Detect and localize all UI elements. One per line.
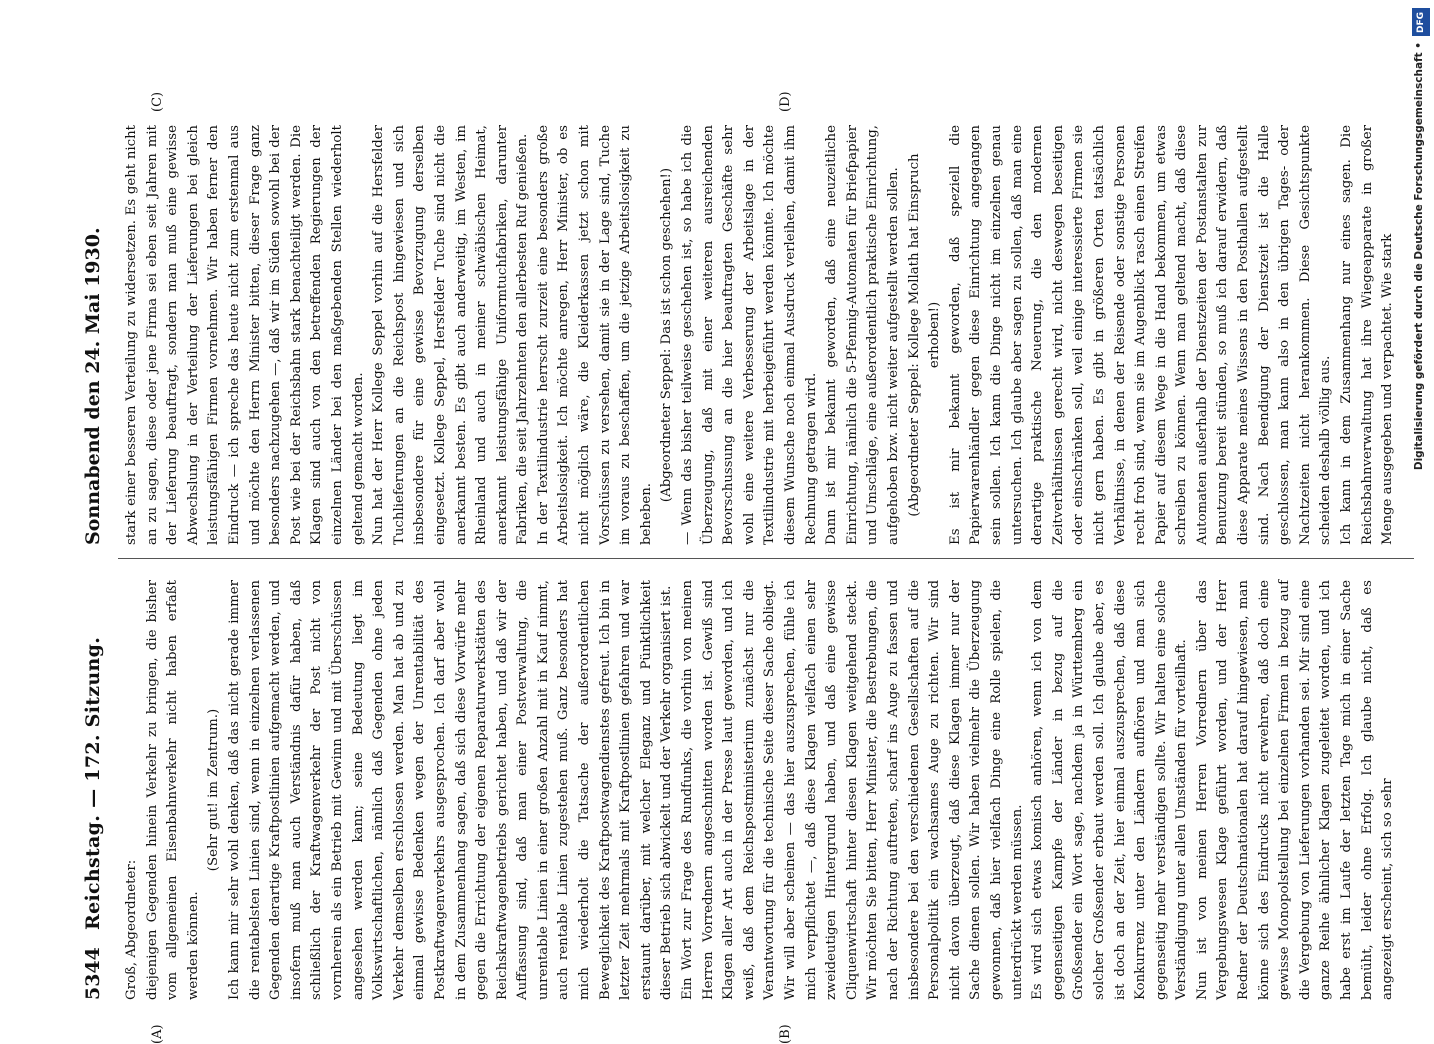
right-column: [122, 125, 1399, 545]
header-title: Reichstag. — 172. Sitzung.: [82, 636, 104, 930]
page-number: 5344: [82, 947, 104, 1000]
interjection: (Abgeordneter Seppel: Das ist schon geschehen!): [659, 167, 675, 503]
paragraph: Ich kann in dem Zusammenhang nur eines sagen. Die Reichsbahnverwaltung hat ihre Wiegeapparate in großer Menge ausgegeben und verpachtet. Wie stark: [1339, 125, 1396, 545]
page-header: [78, 100, 118, 1000]
paragraph: stark einer besseren Verteilung zu widersetzen. Es geht nicht an zu sagen, diese oder jene Firma sei eben seit Jahren mit der Lieferung beauftragt, sondern man muß eine gewisse Abwechslung in der Verteilung der Lieferungen bei gleich leistungsfähigen Firmen vornehmen. Wir haben ferner den Eindruck — ich spreche das heute nicht zum erstenmal aus und möchte den Herrn Minister bitten, dieser Frage ganz besonders nachzugehen —, daß wir im Süden sowohl bei der Post wie bei der Reichsbahn stark benachteiligt werden. Die Klagen sind auch von den betreffenden Regierungen der einzelnen Länder bei den maßgebenden Stellen wiederholt geltend gemacht worden.: [124, 125, 366, 545]
paragraph: Nun ist von meinen Herren Vorrednern über das Vergebungswesen Klage geführt worden, und der Herr Redner der Deutschnationalen hat darauf hingewiesen, man könne sich des Eindrucks nicht erwehren, daß doch eine gewisse Monopolstellung bei einzelnen Firmen in bezug auf die Vergebung von Lieferungen vorhanden sei. Mir sind eine ganze Reihe ähnlicher Klagen zugeleitet worden, und ich habe erst im Laufe der letzten Tage mich in einer Sache bemüht, leider ohne Erfolg. Ich glaube nicht, daß es angezeigt erscheint, sich so sehr: [1194, 580, 1396, 1000]
paragraph: — Wenn das bisher teilweise geschehen ist, so habe ich die Überzeugung, daß mit einer weiteren ausreichenden Bevorschussung an die hier beauftragten Geschäfte sehr wohl eine weitere Verbesserung der Arbeitslage in der Textilindustrie mit herbeigeführt werden könnte. Ich möchte diesem Wunsche noch einmal Ausdruck verleihen, damit ihm Rechnung getragen wird.: [680, 125, 819, 545]
paragraph: Es wird sich etwas komisch anhören, wenn ich von dem gegenseitigen Kampfe der Länder in bezug auf die Großsender ein Wort sage, nachdem ja in Württemberg ein solcher Großsender erbaut werden soll. Ich glaube aber, es ist doch an der Zeit, hier einmal auszusprechen, daß diese Konkurrenz unter den Ländern aufhören und man sich gegenseitig mehr verständigen sollte. Wir halten eine solche Verständigung unter allen Umständen für vorteilhaft.: [1030, 580, 1190, 1000]
dfg-logo: DFG: [1412, 8, 1430, 36]
paragraph: Ein Wort zur Frage des Rundfunks, die vorhin von meinen Herren Vorrednern angeschnitten worden ist. Gewiß sind Klagen aller Art auch in der Presse laut geworden, und ich weiß, daß dem Reichspostministerium zunächst nur die Verantwortung für die technische Seite dieser Sache obliegt. Wir will aber scheinen — das hier auszusprechen, fühle ich mich verpflichtet —, daß diese Klagen vielfach einen sehr zweideutigen Hintergrund haben, und daß eine gewisse Cliquenwirtschaft hinter diesen Klagen weitgehend steckt. Wir möchten Sie bitten, Herr Minister, die Bestrebungen, die nach der Richtung auftreten, scharf ins Auge zu fassen und insbesondere bei den verschiedenen Gesellschaften auf die Personalpolitik ein wachsames Auge zu richten. Wir sind nicht davon überzeugt, daß diese Klagen immer nur der Sache dienen sollen. Wir haben vielmehr die Überzeugung gewonnen, daß hier vielfach Dinge eine Rolle spielen, die unterdrückt werden müssen.: [680, 580, 1025, 1000]
speaker-line: Groß, Abgeordneter:: [124, 859, 139, 1000]
margin-mark-b: (B): [778, 1024, 793, 1044]
paragraph: Ich kann mir sehr wohl denken, daß das nicht gerade immer die rentabelsten Linien sind, wenn in einzelnen verlassenen Gegenden derartige Kraftpostlinien aufgemacht werden, und insofern muß man auch Verständnis dafür haben, daß schließlich der Kraftwagenverkehr der Post nicht von vornherein als ein Betrieb mit Gewinn und mit Überschüssen angesehen werden kann; seine Bedeutung liegt im Volkswirtschaftlichen, nämlich daß Gegenden ohne jeden Verkehr demselben erschlossen werden. Man hat ab und zu einmal gewisse Bedenken wegen der Unrentabilität des Postkraftwagenverkehrs ausgesprochen. Ich darf aber wohl in dem Zusammenhang sagen, daß sich diese Vorwürfe mehr gegen die Errichtung der eigenen Reparaturwerkstätten des Reichskraftwagenbetriebs gerichtet haben, und daß wir der Auffassung sind, daß man einer Postverwaltung, die unrentable Linien in einer großen Anzahl mit in Kauf nimmt, auch rentable Linien zugestehen muß. Ganz besonders hat mich wiederholt die Tatsache der außerordentlichen Beweglichkeit des Kraftpostwagendienstes gefreut. Ich bin in letzter Zeit mehrmals mit Kraftpostlinien gefahren und war erstaunt darüber, mit welcher Eleganz und Pünktlichkeit dieser Betrieb sich abwickelt und der Verkehr organisiert ist.: [226, 580, 675, 1000]
interjection: (Abgeordneter Seppel: Kollege Mollath hat Einspruch erhoben!): [906, 153, 943, 517]
column-divider: [118, 558, 1414, 559]
margin-mark-c: (C): [150, 91, 165, 112]
paragraph: Nun hat der Herr Kollege Seppel vorhin auf die Hersfelder Tuchlieferungen an die Reichspost hingewiesen und sich insbesondere für eine gewisse Bevorzugung derselben eingesetzt. Kollege Seppel, Hersfelder Tuche sind nicht die anerkannt besten. Es gibt auch anderweitig, im Westen, im Rheinland und auch in meiner schwäbischen Heimat, anerkannt leistungsfähige Uniformtuchfabriken, darunter Fabriken, die seit Jahrzehnten den allerbesten Ruf genießen.: [371, 125, 531, 545]
paragraph: In der Textilindustrie herrscht zurzeit eine besonders große Arbeitslosigkeit. Ich möchte anregen, Herr Minister, ob es nicht möglich wäre, die Kleiderkassen jetzt schon mit Vorschüssen zu versehen, damit sie in der Lage sind, Tuche im voraus zu beschaffen, um die jetzige Arbeitslosigkeit zu beheben.: [535, 125, 654, 545]
margin-mark-d: (D): [778, 91, 793, 112]
left-column: [122, 580, 1399, 1000]
rotated-page: [78, 91, 1434, 1044]
dfg-sidebar: [1410, 8, 1432, 992]
paragraph: diejenigen Gegenden hinein Verkehr zu bringen, die bisher vom allgemeinen Eisenbahnverkehr nicht haben erfaßt werden können.: [144, 580, 201, 1000]
paragraph: Es ist mir bekannt geworden, daß speziell die Papierwarenhändler gegen diese Einrichtung angegangen sein sollen. Ich kann die Dinge nicht im einzelnen genau untersuchen. Ich glaube aber sagen zu sollen, daß man eine derartige praktische Neuerung, die den modernen Zeitverhältnissen gerecht wird, nicht deswegen beseitigen oder einschränken soll, weil einige interessierte Firmen sie nicht gern haben. Es gibt in größeren Orten tatsächlich Verhältnisse, in denen der Reisende oder sonstige Personen recht froh sind, wenn sie im Augenblick rasch einen Streifen Papier auf diesem Wege in die Hand bekommen, um etwas schreiben zu können. Wenn man geltend macht, daß diese Automaten außerhalb der Dienstzeiten der Postanstalten zur Benutzung bereit stünden, so muß ich darauf erwidern, daß diese Apparate meines Wissens in den Posthallen aufgestellt sind. Nach Beendigung der Dienstzeit ist die Halle geschlossen, man kann also in den übrigen Tages- oder Nachtzeiten nicht herankommen. Diese Gesichtspunkte scheiden deshalb völlig aus.: [947, 125, 1334, 545]
interjection: (Sehr gut! im Zentrum.): [206, 708, 222, 872]
margin-mark-a: (A): [150, 1024, 165, 1044]
header-date: Sonnabend den 24. Mai 1930.: [82, 227, 104, 545]
dfg-credit-text: Digitalisierung gefördert durch die Deutsche Forschungsgemeinschaft •: [1413, 42, 1425, 471]
paragraph: Dann ist mir bekannt geworden, daß eine neuzeitliche Einrichtung, nämlich die 5-Pfennig-Automaten für Briefpapier und Umschläge, eine außerordentlich praktische Einrichtung, aufgehoben bzw. nicht weiter aufgestellt werden sollen.: [824, 125, 901, 545]
